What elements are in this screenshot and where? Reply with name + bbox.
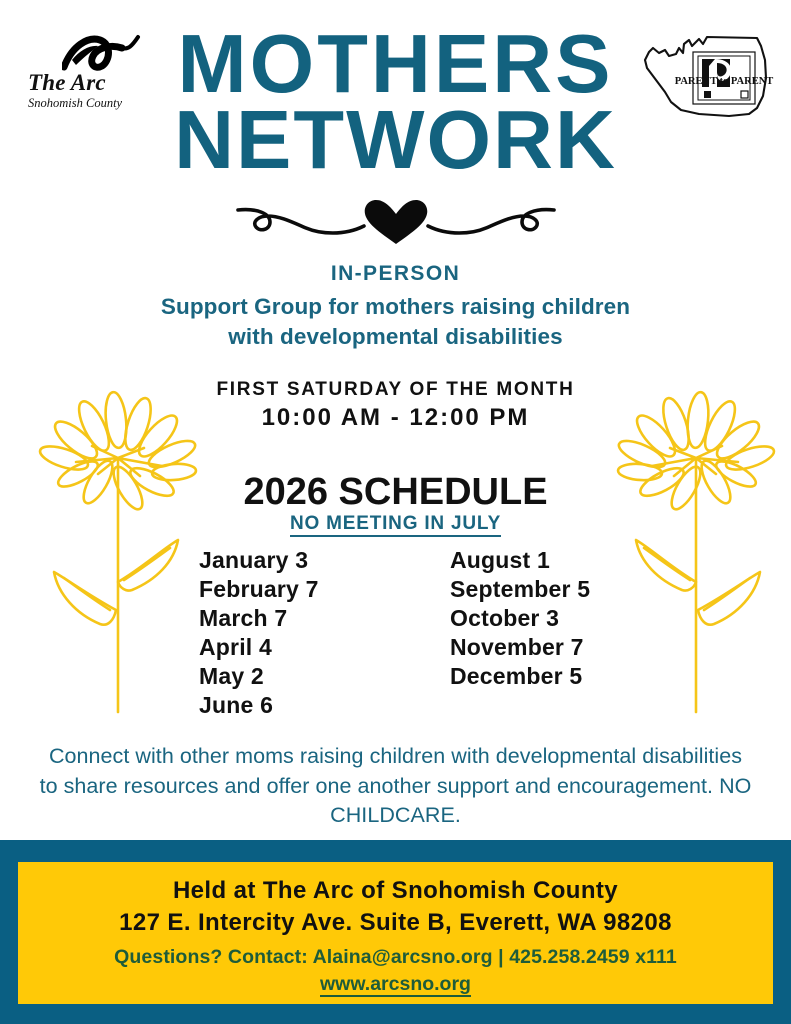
in-person-label: IN-PERSON <box>330 262 461 285</box>
footer-box <box>18 862 773 1004</box>
footer-website-link[interactable] <box>18 973 773 996</box>
list-item: November 7 <box>450 633 584 660</box>
arc-logo-name: The Arc <box>28 70 106 95</box>
heart-divider <box>0 196 791 253</box>
list-item: April 4 <box>199 633 272 660</box>
title-line-1: MOTHERS <box>177 17 614 110</box>
list-item: February 7 <box>199 575 319 602</box>
list-item: June 6 <box>199 691 274 718</box>
list-item: October 3 <box>450 604 560 631</box>
meeting-time: 10:00 AM - 12:00 PM <box>261 404 530 431</box>
daisy-flower-icon <box>32 382 212 738</box>
footer-address: 127 E. Intercity Ave. Suite B, Everett, WA 98208 <box>119 909 672 936</box>
list-item: March 7 <box>199 604 288 631</box>
arc-logo-subtitle: Snohomish County <box>28 96 123 110</box>
footer-contact: Questions? Contact: Alaina@arcsno.org | 425.258.2459 x111 <box>114 946 677 968</box>
schedule-column-left <box>199 546 319 720</box>
footer-band <box>0 840 791 1024</box>
p2p-wordmark: PARENT to PARENT <box>674 76 774 87</box>
schedule-heading: 2026 SCHEDULE <box>243 471 548 513</box>
schedule-column-right <box>450 546 590 691</box>
footer-venue: Held at The Arc of Snohomish County <box>172 877 619 904</box>
schedule-note-text: NO MEETING IN JULY <box>290 513 501 537</box>
footer-website-text: www.arcsno.org <box>320 973 471 995</box>
description-text: Connect with other moms raising children with developmental disabilities to share resources and offer one another support and encouragement. NO CHILDCARE. <box>39 744 752 828</box>
list-item: May 2 <box>199 662 264 689</box>
page-title <box>0 17 791 187</box>
list-item: January 3 <box>199 547 309 573</box>
list-item: December 5 <box>450 662 583 689</box>
subtitle-line-1: Support Group for mothers raising children <box>160 294 631 319</box>
subtitle-line-2: with developmental disabilities <box>228 323 563 349</box>
list-item: September 5 <box>450 575 591 602</box>
subtitle <box>0 292 791 351</box>
heart-flourish-divider-icon <box>224 196 568 248</box>
title-line-2: NETWORK <box>174 93 617 187</box>
schedule-note <box>0 513 791 535</box>
meeting-frequency: FIRST SATURDAY OF THE MONTH <box>216 379 575 400</box>
list-item: August 1 <box>450 547 550 573</box>
daisy-flower-icon <box>602 382 782 738</box>
